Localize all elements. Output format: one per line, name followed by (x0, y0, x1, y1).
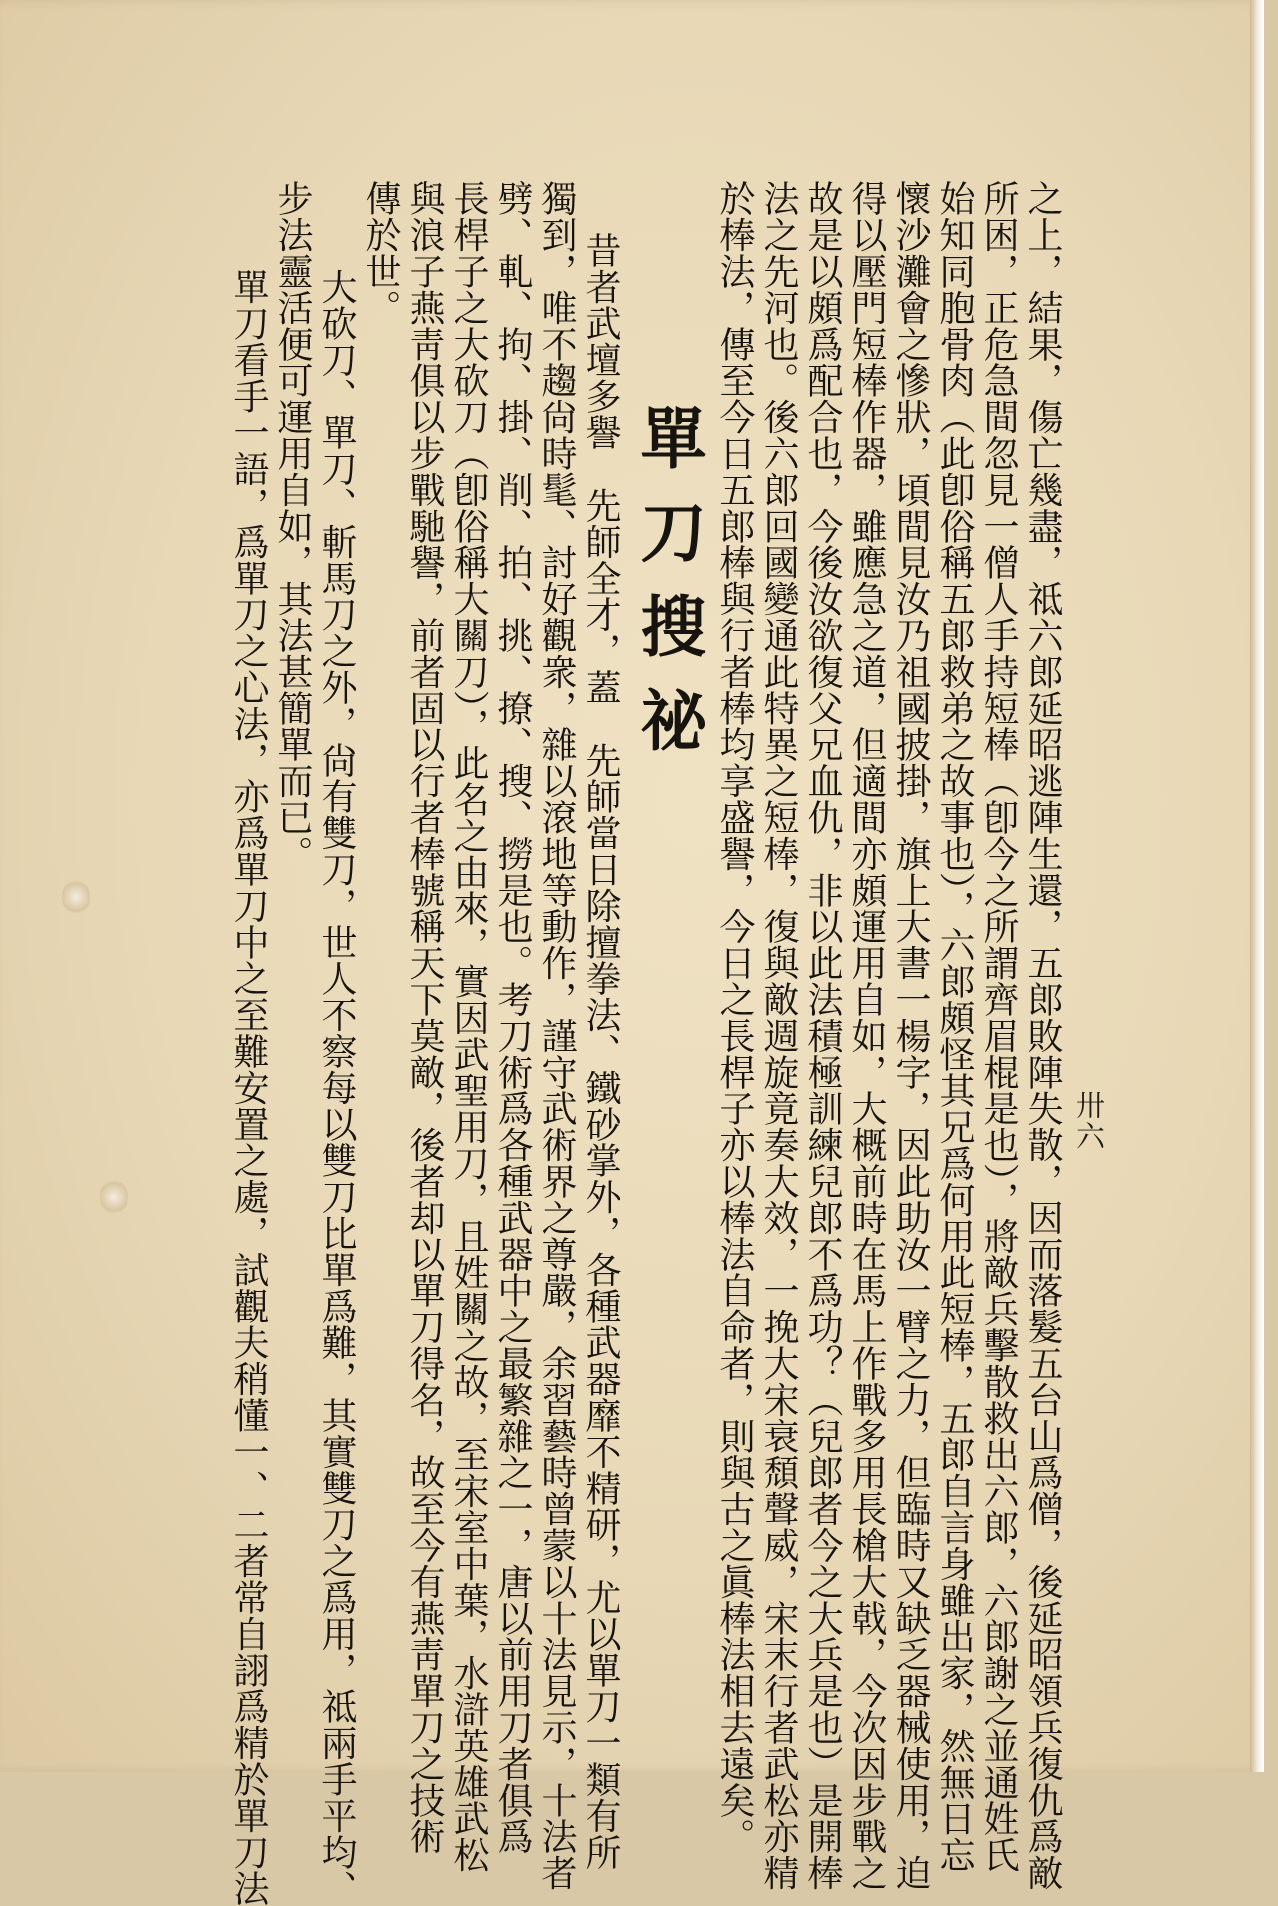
right-column-6: 故是以頗爲配合也，今後汝欲復父兄血仇，非以此法積極訓練兒郎不爲功？（兒郎者今之大兵是也）是開棒 (802, 180, 843, 1891)
right-column-7: 法之先河也。後六郎回國變通此特異之短棒，復與敵週旋竟奏大效，一挽大宋衰頹聲威，宋末行者武松亦精 (758, 180, 799, 1891)
paper-crease (62, 878, 90, 916)
right-column-3: 始知同胞骨肉（此卽俗稱五郎救弟之故事也），六郎頗怪其兄爲何用此短棒，五郎自言身雖出家，然無日忘 (934, 180, 975, 1873)
left-column-5: 與浪子燕靑俱以步戰馳譽，前者固以行者棒號稱天下莫敵，後者却以單刀得名，故至今有燕靑單刀之技術 (404, 180, 445, 1855)
section-title: 單刀搜祕 (629, 404, 707, 780)
left-column-8: 步法靈活便可運用自如，其法甚簡單而已。 (272, 180, 313, 872)
left-column-4: 長桿子之大砍刀（卽俗稱大關刀），此名之由來，實因武聖用刀，且姓關之故，至宋室中葉，水滸英雄武松 (448, 180, 489, 1873)
left-column-1: 昔者武壇多譽 先師全才，蓋 先師當日除擅拳法、鐵砂掌外，各種武器靡不精研，尤以單刀一類有所 (580, 232, 621, 1870)
paper-crease (100, 1178, 128, 1216)
left-column-3: 劈、軋、拘、掛、削、拍、挑、撩、搜、撈是也。考刀術爲各種武器中之最繁雜之一，唐以前用刀者俱爲 (492, 180, 533, 1855)
right-column-5: 得以壓門短棒作器，雖應急之道，但適間亦頗運用自如，大概前時在馬上作戰多用長槍大戟，今次因步戰之 (846, 180, 887, 1891)
page-edge (1250, 0, 1264, 1772)
left-column-6: 傳於世。 (360, 180, 401, 326)
right-column-8: 於棒法，傳至今日五郎棒與行者棒均享盛譽，今日之長桿子亦以棒法自命者，則與古之眞棒法相去遠矣。 (714, 180, 755, 1855)
right-column-1: 之上，結果，傷亡幾盡，祗六郎延昭逃陣生還，五郎敗陣失散，因而落髮五台山爲僧，後延昭領兵復仇爲敵 (1022, 180, 1063, 1891)
left-column-7: 大砍刀、單刀、斬馬刀之外，尙有雙刀，世人不察每以雙刀比單爲難，其實雙刀之爲用，祗兩手平均、 (316, 232, 357, 1906)
left-column-9: 單刀看手一語，爲單刀之心法，亦爲單刀中之至難安置之處，試觀夫稍懂一、二者常自詡爲精於單刀法 (228, 232, 269, 1906)
left-column-2: 獨到，唯不趨尙時髦、討好觀衆，雜以滾地等動作，謹守武術界之尊嚴，余習藝時曾蒙以十法見示，十法者 (536, 180, 577, 1891)
page-number: 卅六 (1072, 1090, 1106, 1152)
right-column-2: 所困，正危急間忽見一僧人手持短棒（卽今之所謂齊眉棍是也），將敵兵擊散救出六郎，六郎謝之並通姓氏 (978, 180, 1019, 1873)
right-column-4: 懷沙灘會之慘狀，頃間見汝乃祖國披掛，旗上大書一楊字，因此助汝一臂之力，但臨時又缺乏器械使用，迫 (890, 180, 931, 1891)
